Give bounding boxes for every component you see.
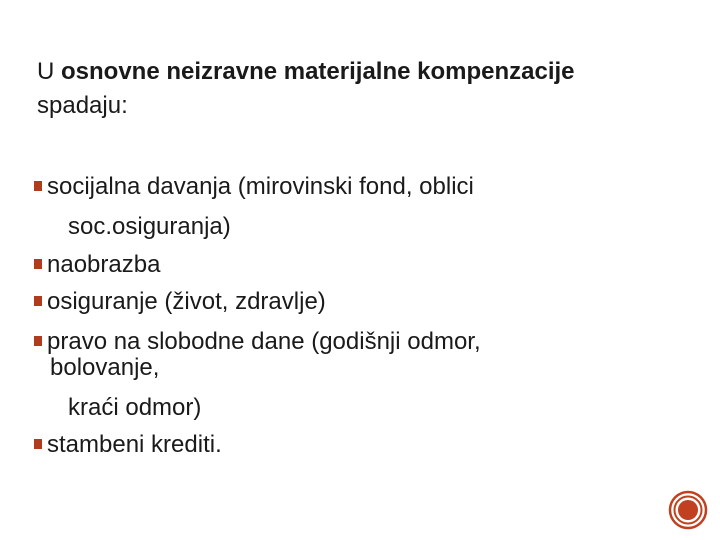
bullet-text: bolovanje, (50, 354, 160, 381)
bullet-text: naobrazba (47, 251, 161, 278)
bullet-square-icon (34, 181, 42, 191)
bullet-square-icon (34, 259, 42, 269)
bullet-text: soc.osiguranja) (68, 213, 231, 240)
list-item-continuation (68, 393, 201, 423)
bullet-text: socijalna davanja (mirovinski fond, oblici (47, 173, 474, 200)
heading-bold: osnovne neizravne materijalne kompenzacije (61, 58, 575, 85)
list-item (34, 172, 474, 202)
list-item-continuation (50, 353, 159, 383)
circle-emblem-icon (668, 490, 708, 530)
heading-prefix: U (37, 58, 61, 85)
list-item (34, 287, 326, 317)
list-item (34, 430, 222, 460)
bullet-square-icon (34, 296, 42, 306)
list-item (34, 250, 160, 280)
bullet-text: stambeni krediti. (47, 431, 222, 458)
bullet-square-icon (34, 336, 42, 346)
bullet-text: pravo na slobodne dane (godišnji odmor, (47, 328, 481, 355)
bullet-text: osiguranje (život, zdravlje) (47, 288, 326, 315)
heading-rest: spadaju: (37, 92, 128, 119)
bullet-text: kraći odmor) (68, 394, 202, 421)
list-item-continuation (68, 212, 231, 242)
slide-heading (37, 55, 697, 123)
bullet-square-icon (34, 439, 42, 449)
